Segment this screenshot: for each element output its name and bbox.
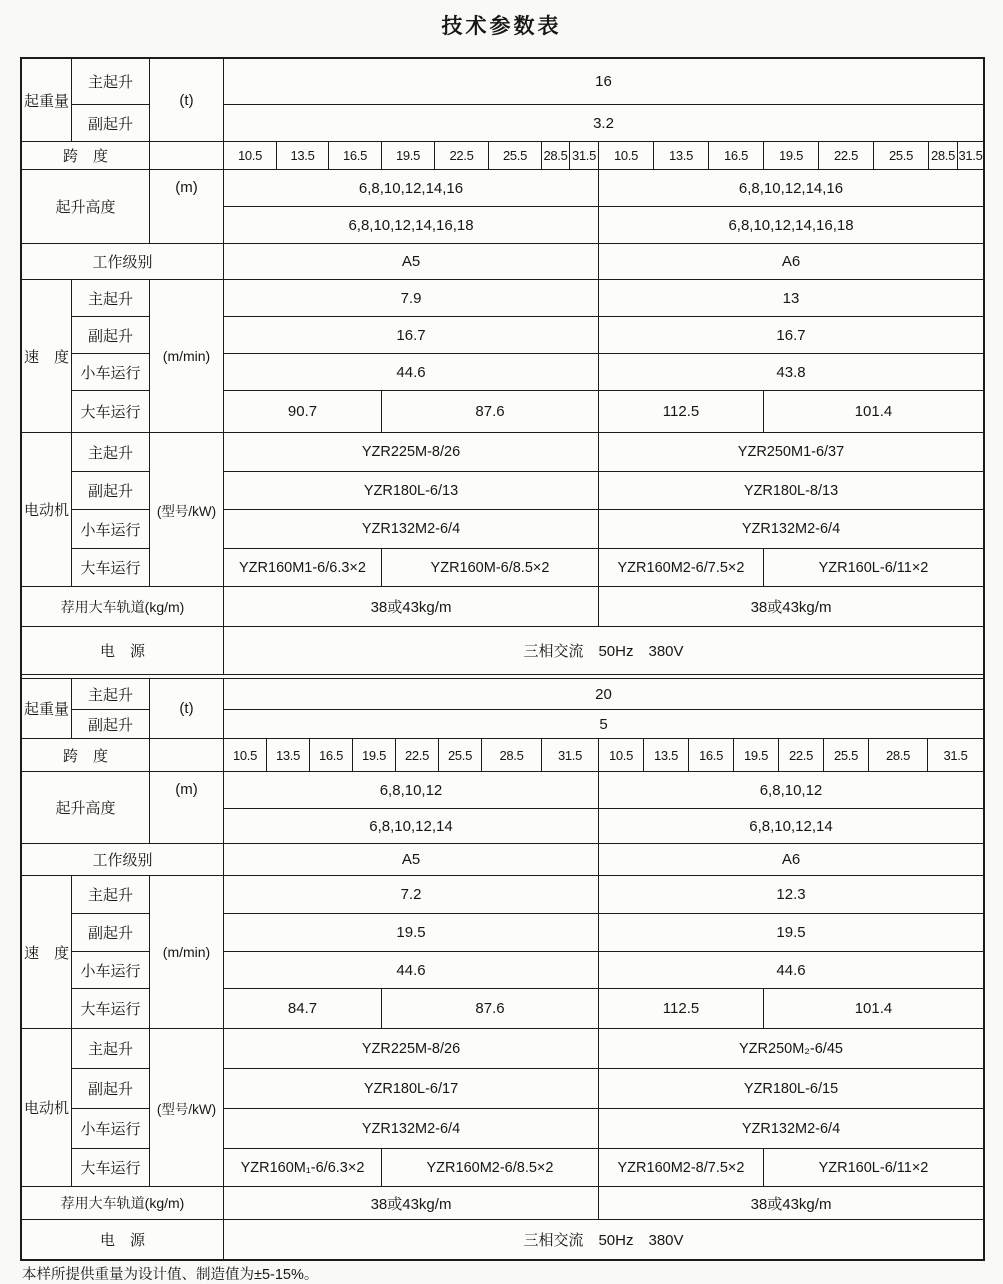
speed-value: 44.6 (224, 952, 599, 988)
speed-unit: (m/min) (150, 876, 224, 1028)
span-value: 10.5 (599, 142, 654, 169)
trolley-travel-label: 小车运行 (72, 1109, 149, 1149)
speed-values (224, 876, 983, 1028)
speed-row (224, 914, 983, 952)
speed-row (224, 391, 983, 432)
span-value: 28.5 (542, 142, 570, 169)
aux-hoist-label: 副起升 (72, 472, 149, 510)
speed-value: 43.8 (776, 363, 806, 381)
span-value: 13.5 (644, 739, 689, 771)
span-value: 31.5 (570, 142, 599, 169)
span-value: 28.5 (869, 739, 928, 771)
trolley-travel-label: 小车运行 (72, 510, 149, 549)
speed-value: 12.3 (776, 886, 806, 903)
aux-hoist-label: 副起升 (72, 317, 149, 354)
speed-values (224, 280, 983, 432)
main-hoist-label: 主起升 (72, 1029, 149, 1069)
speed-value: 87.6 (382, 989, 599, 1028)
motor-model: YZR132M2-6/4 (224, 1109, 599, 1148)
parameters-table (20, 57, 985, 1261)
crane-travel-label: 大车运行 (80, 560, 141, 577)
span-value: 31.5 (958, 148, 983, 163)
motor-model: YZR180L-6/17 (224, 1069, 599, 1108)
motor-model: YZR180L-6/15 (743, 1080, 839, 1097)
motor-model: YZR160M1-6/6.3×2 (224, 549, 382, 586)
duty-class-row-1 (22, 244, 983, 280)
motor-row-labels (72, 433, 150, 586)
span-value: 19.5 (764, 142, 819, 169)
span-value: 19.5 (734, 739, 779, 771)
height-value: 6,8,10,12,14 (749, 817, 833, 835)
motor-label: 电动机 (22, 433, 72, 586)
rail-value: 38或43kg/m (750, 599, 832, 616)
capacity-unit: (t) (150, 679, 224, 738)
hoist-labels (72, 59, 150, 141)
aux-capacity-value: 3.2 (593, 114, 614, 132)
main-hoist-label: 主起升 (72, 876, 149, 914)
span-value: 22.5 (435, 142, 489, 169)
speed-section-1 (22, 280, 983, 433)
span-row-2 (22, 739, 983, 772)
motor-model: YZR250M1-6/37 (737, 444, 845, 460)
span-value: 16.5 (709, 142, 764, 169)
span-value: 22.5 (396, 739, 439, 771)
duty-class-label: 工作级别 (22, 244, 224, 279)
lifting-height-section-1 (22, 170, 983, 244)
span-value: 16.5 (329, 142, 382, 169)
motor-row (224, 549, 983, 586)
motor-row (224, 433, 983, 472)
span-unit-empty (150, 739, 224, 771)
motor-row (224, 472, 983, 510)
power-value: 三相交流 50Hz 380V (523, 643, 684, 660)
aux-capacity-value: 5 (599, 715, 608, 733)
speed-row-labels (72, 280, 150, 432)
capacity-values (224, 679, 983, 738)
main-hoist-label: 主起升 (72, 280, 149, 317)
span-value: 25.5 (824, 739, 869, 771)
motor-model: YZR225M-8/26 (224, 1029, 599, 1068)
duty-class-value: A5 (224, 244, 599, 279)
height-value: 6,8,10,12 (224, 772, 599, 808)
rail-row-2 (22, 1187, 983, 1220)
height-value: 6,8,10,12,14,16,18 (728, 216, 854, 234)
motor-section-1 (22, 433, 983, 587)
speed-section-2 (22, 876, 983, 1029)
motor-model: YZR160M2-6/7.5×2 (599, 549, 764, 586)
main-capacity-value: 20 (224, 679, 983, 710)
capacity-section-2 (22, 679, 983, 739)
aux-hoist-label: 副起升 (72, 914, 149, 952)
height-value: 6,8,10,12 (759, 781, 823, 799)
rail-row-1 (22, 587, 983, 627)
height-values (224, 772, 983, 843)
motor-model: YZR160M2-8/7.5×2 (599, 1149, 764, 1186)
motor-unit: (型号/kW) (150, 1029, 224, 1186)
hoist-labels (72, 679, 150, 738)
speed-value: 84.7 (224, 989, 382, 1028)
motor-row (224, 510, 983, 549)
rail-label: 荐用大车轨道(kg/m) (22, 587, 224, 626)
motor-row-labels (72, 1029, 150, 1186)
span-value: 10.5 (224, 739, 267, 771)
motor-row (224, 1069, 983, 1109)
speed-label: 速 度 (22, 876, 72, 1028)
speed-row (224, 280, 983, 317)
trolley-travel-label: 小车运行 (72, 952, 149, 989)
speed-value: 19.5 (224, 914, 599, 951)
rail-value: 38或43kg/m (224, 1187, 599, 1219)
crane-travel-label: 大车运行 (80, 1160, 141, 1177)
span-value: 19.5 (382, 142, 435, 169)
speed-value: 16.7 (224, 317, 599, 353)
span-value: 28.5 (929, 142, 958, 169)
speed-value: 7.9 (224, 280, 599, 316)
motor-model: YZR250M₂-6/45 (739, 1040, 843, 1057)
motor-model: YZR132M2-6/4 (741, 521, 841, 537)
speed-value: 16.7 (776, 326, 806, 344)
power-row-1 (22, 627, 983, 674)
speed-value: 44.6 (776, 961, 806, 979)
speed-value: 7.2 (224, 876, 599, 913)
span-value: 25.5 (874, 142, 929, 169)
footnote: 本样所提供重量为设计值、制造值为±5-15%。 (22, 1267, 319, 1283)
power-label: 电 源 (22, 627, 224, 674)
motor-model: YZR132M2-6/4 (224, 510, 599, 548)
rail-value: 38或43kg/m (750, 1195, 832, 1213)
speed-value: 44.6 (224, 354, 599, 390)
lifting-height-label: 起升高度 (22, 170, 150, 243)
main-capacity-value: 16 (224, 59, 983, 105)
motor-model: YZR160L-6/11×2 (818, 1159, 929, 1176)
span-value: 13.5 (267, 739, 310, 771)
motor-model: YZR160L-6/11×2 (818, 559, 929, 576)
motor-values (224, 433, 983, 586)
aux-hoist-label: 副起升 (87, 115, 133, 133)
speed-row (224, 354, 983, 391)
motor-model: YZR160M2-6/8.5×2 (382, 1149, 599, 1186)
capacity-values (224, 59, 983, 141)
span-value: 16.5 (689, 739, 734, 771)
capacity-unit: (t) (150, 59, 224, 141)
height-unit: (m) (150, 170, 224, 243)
main-hoist-label: 主起升 (72, 679, 149, 710)
span-value: 10.5 (224, 142, 277, 169)
motor-model: YZR160M₁-6/6.3×2 (224, 1149, 382, 1186)
speed-value: 112.5 (599, 391, 764, 432)
span-label: 跨 度 (22, 739, 150, 771)
span-value: 22.5 (819, 142, 874, 169)
motor-model: YZR180L-8/13 (743, 482, 839, 499)
span-value: 13.5 (277, 142, 329, 169)
speed-value: 13 (782, 289, 800, 307)
height-row (224, 170, 983, 207)
motor-model: YZR180L-6/13 (224, 472, 599, 509)
duty-class-value: A5 (224, 844, 599, 875)
span-row-1 (22, 142, 983, 170)
motor-model: YZR132M2-6/4 (741, 1120, 841, 1137)
span-value: 13.5 (654, 142, 709, 169)
lifting-height-label: 起升高度 (22, 772, 150, 843)
main-hoist-label: 主起升 (72, 433, 149, 472)
height-value: 6,8,10,12,14 (224, 809, 599, 843)
speed-row (224, 317, 983, 354)
speed-label: 速 度 (22, 280, 72, 432)
capacity-label: 起重量 (22, 59, 72, 141)
height-value: 6,8,10,12,14,16 (738, 179, 844, 197)
height-value: 6,8,10,12,14,16 (224, 170, 599, 206)
speed-row (224, 989, 983, 1028)
crane-travel-label: 大车运行 (80, 404, 141, 421)
motor-label: 电动机 (22, 1029, 72, 1186)
span-label: 跨 度 (22, 142, 150, 169)
height-value: 6,8,10,12,14,16,18 (224, 207, 599, 243)
power-value: 三相交流 50Hz 380V (523, 1232, 684, 1249)
span-value: 25.5 (439, 739, 482, 771)
lifting-height-section-2 (22, 772, 983, 844)
trolley-travel-label: 小车运行 (72, 354, 149, 391)
span-value: 19.5 (353, 739, 396, 771)
speed-value: 19.5 (776, 924, 806, 941)
motor-model: YZR225M-8/26 (224, 433, 599, 471)
duty-class-label: 工作级别 (22, 844, 224, 875)
motor-model: YZR160M-6/8.5×2 (382, 549, 599, 586)
span-value: 28.5 (482, 739, 542, 771)
span-value: 22.5 (779, 739, 824, 771)
speed-value: 101.4 (854, 403, 893, 420)
height-values (224, 170, 983, 243)
duty-class-value: A6 (781, 851, 801, 868)
rail-value: 38或43kg/m (224, 587, 599, 626)
span-value: 31.5 (943, 747, 968, 763)
span-value: 25.5 (489, 142, 542, 169)
speed-value: 101.4 (854, 1000, 893, 1017)
motor-unit: (型号/kW) (150, 433, 224, 586)
motor-row (224, 1149, 983, 1186)
motor-values (224, 1029, 983, 1186)
height-row (224, 207, 983, 243)
speed-row (224, 876, 983, 914)
height-row (224, 809, 983, 843)
speed-unit: (m/min) (150, 280, 224, 432)
crane-travel-label: 大车运行 (80, 1001, 141, 1018)
aux-hoist-label: 副起升 (72, 1069, 149, 1109)
page-title: 技术参数表 (441, 15, 562, 38)
duty-class-value: A6 (781, 253, 801, 270)
height-row (224, 772, 983, 809)
speed-value: 87.6 (382, 391, 599, 432)
span-value: 10.5 (599, 739, 644, 771)
aux-hoist-label: 副起升 (87, 716, 133, 734)
main-hoist-label: 主起升 (72, 59, 149, 105)
rail-label: 荐用大车轨道(kg/m) (22, 1187, 224, 1219)
height-unit: (m) (150, 772, 224, 843)
speed-value: 112.5 (599, 989, 764, 1028)
capacity-section-1 (22, 59, 983, 142)
capacity-label: 起重量 (22, 679, 72, 738)
span-unit-empty (150, 142, 224, 169)
span-value: 16.5 (310, 739, 353, 771)
motor-section-2 (22, 1029, 983, 1187)
motor-row (224, 1029, 983, 1069)
span-value: 31.5 (542, 739, 599, 771)
speed-row-labels (72, 876, 150, 1028)
duty-class-row-2 (22, 844, 983, 876)
speed-row (224, 952, 983, 989)
power-label: 电 源 (22, 1220, 224, 1259)
power-row-2 (22, 1220, 983, 1259)
motor-row (224, 1109, 983, 1149)
speed-value: 90.7 (224, 391, 382, 432)
